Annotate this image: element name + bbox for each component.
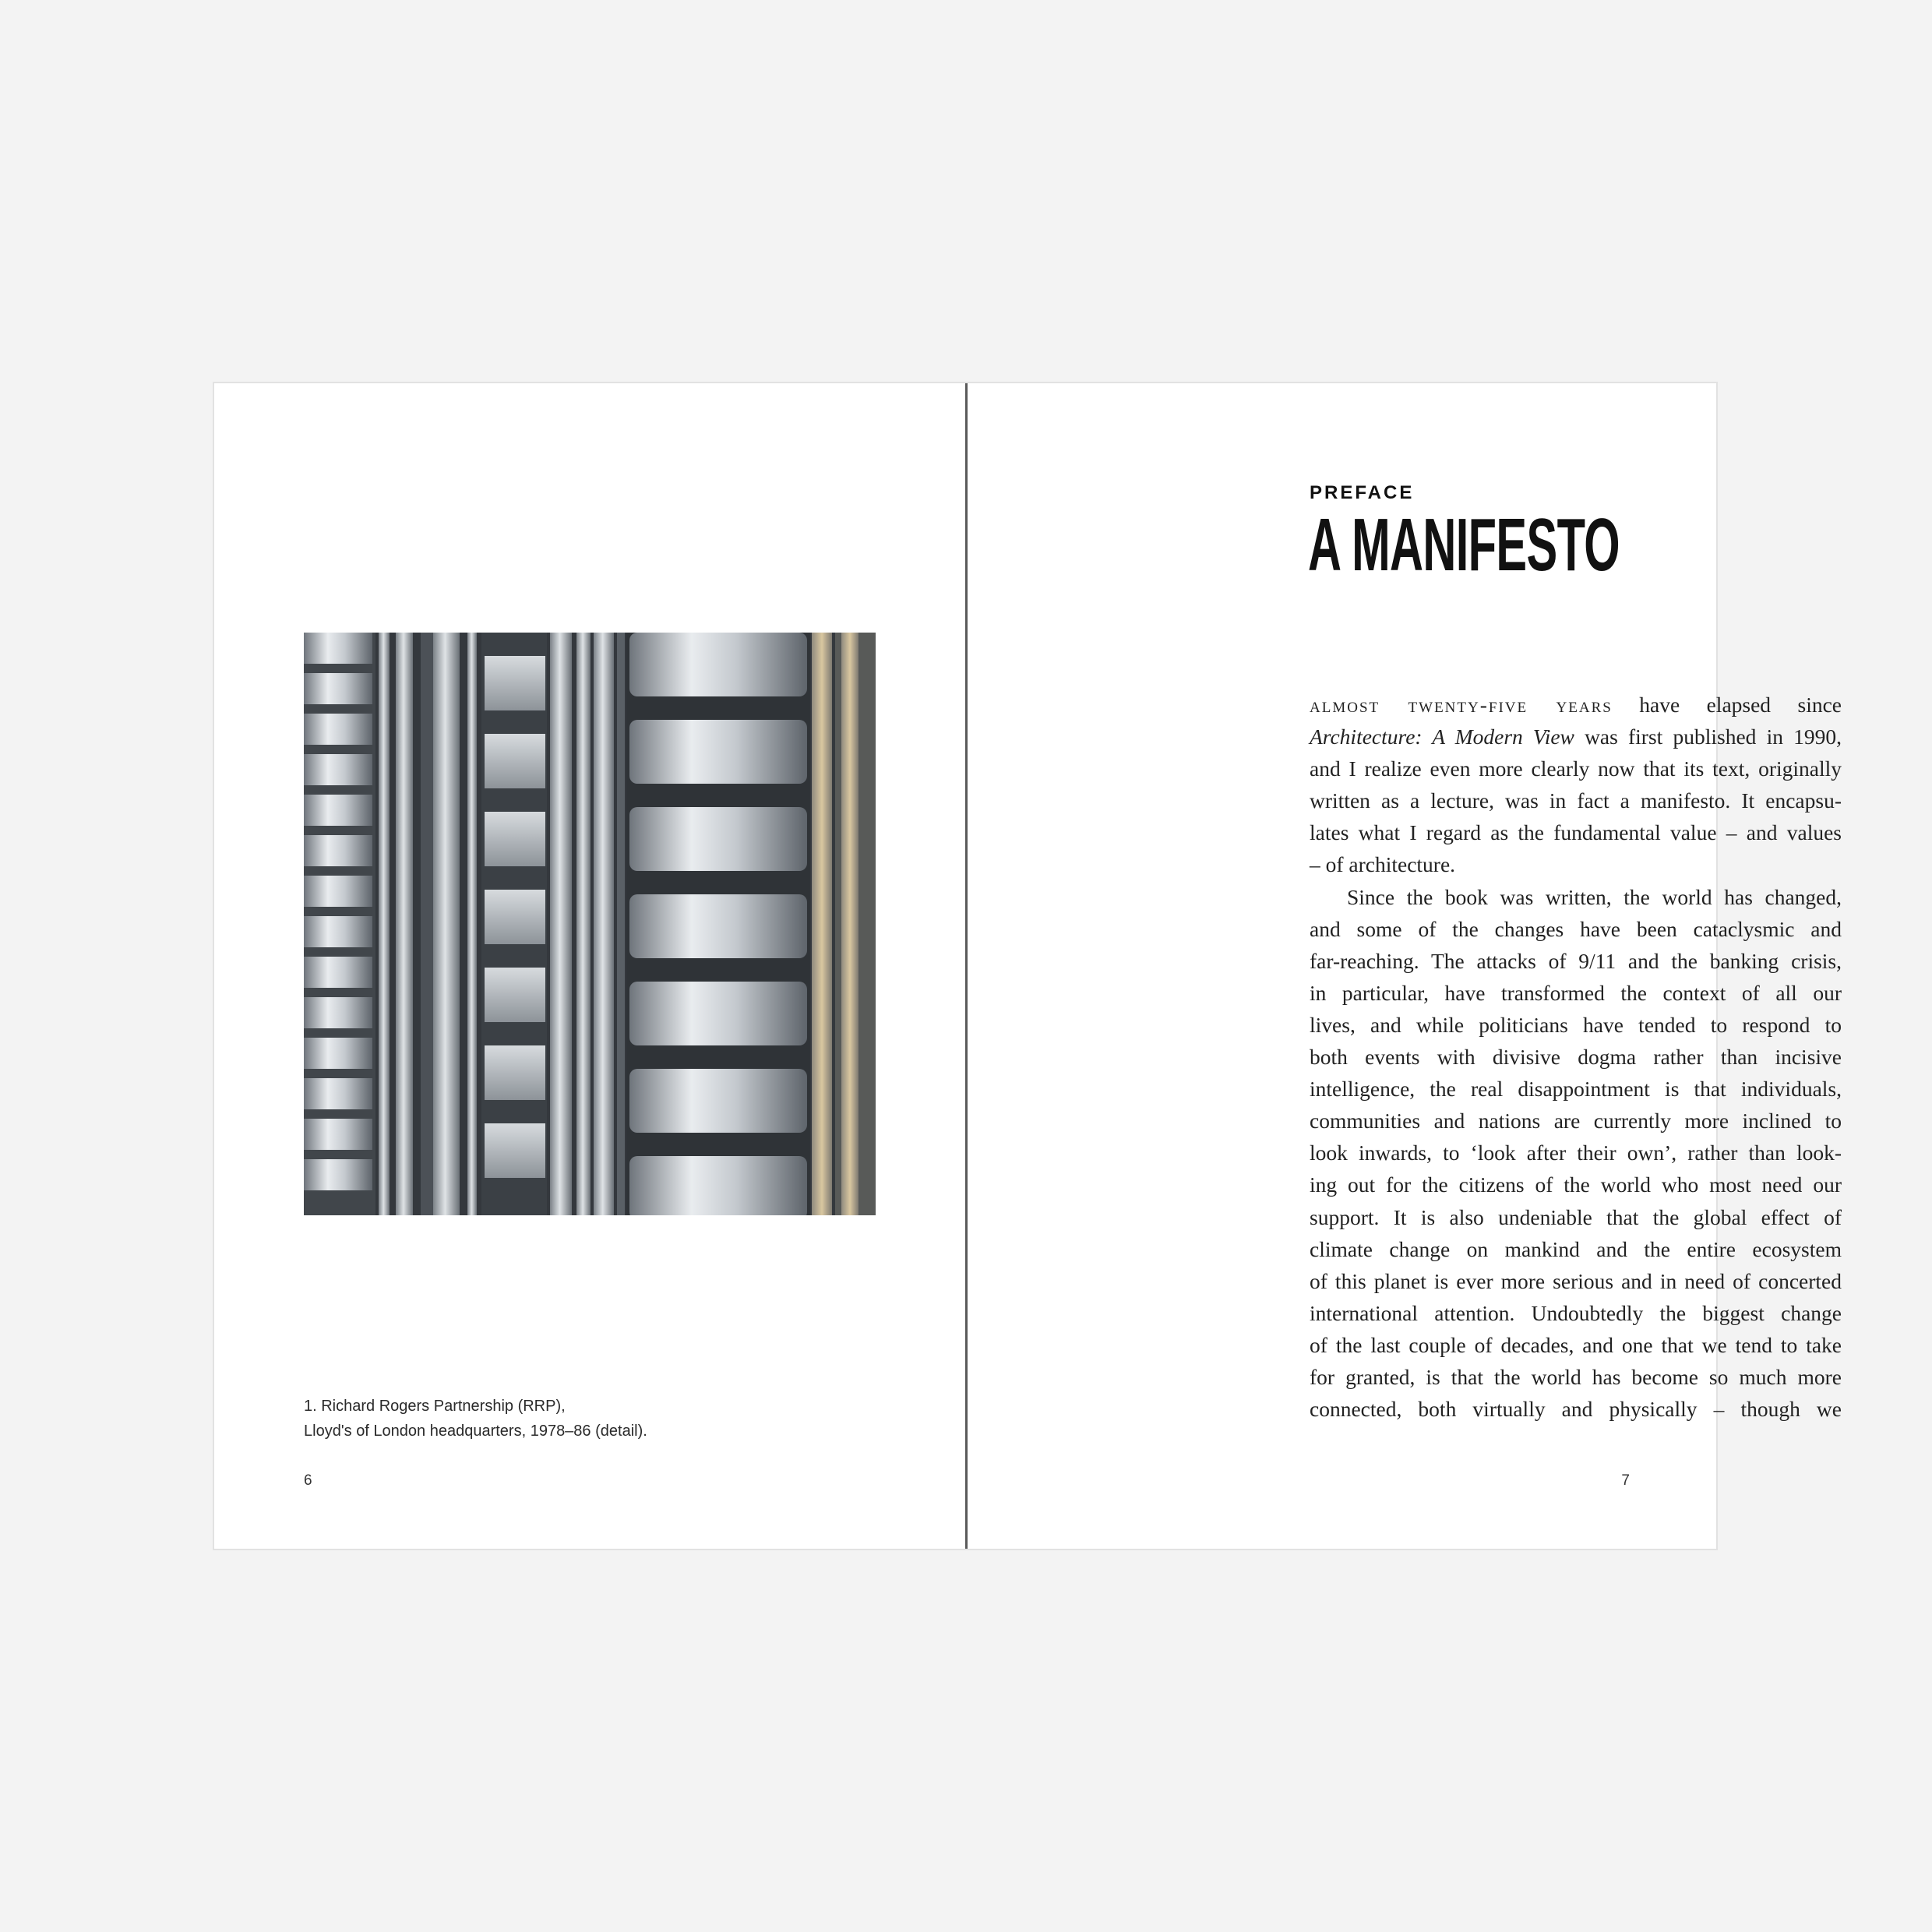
body-text (1310, 689, 1842, 1425)
lead-in-small-caps: almost twenty-five years (1310, 693, 1613, 717)
body-line: Architecture: A Modern View was first published in 1990, (1310, 724, 1842, 749)
body-line: of this planet is ever more serious and in need of concerted (1310, 1268, 1842, 1293)
body-line: written as a lecture, was in fact a manifesto. It encapsu- (1310, 788, 1842, 813)
lloyds-building-image (304, 633, 876, 1215)
body-line: climate change on mankind and the entire ecosystem (1310, 1236, 1842, 1261)
body-line: look inwards, to ‘look after their own’, rather than look- (1310, 1141, 1842, 1165)
section-kicker: PREFACE (1310, 482, 1415, 503)
body-line: – of architecture. (1310, 852, 1456, 877)
building-photo (304, 633, 876, 1215)
page-number-left: 6 (304, 1472, 312, 1489)
chapter-title: A MANIFESTO (1308, 503, 1620, 587)
body-line: and some of the changes have been cataclysmic and (1310, 916, 1842, 941)
body-line: communities and nations are currently more inclined to (1310, 1109, 1842, 1133)
body-line: of the last couple of decades, and one that we tend to take (1310, 1332, 1842, 1357)
body-line: ing out for the citizens of the world who most need our (1310, 1172, 1842, 1197)
left-page (214, 383, 967, 1549)
figure-caption (304, 1394, 647, 1444)
body-line: international attention. Undoubtedly the biggest change (1310, 1300, 1842, 1325)
book-spread (213, 382, 1842, 1550)
body-line: in particular, have transformed the context of all our (1310, 980, 1842, 1005)
body-line: for granted, is that the world has become so much more (1310, 1364, 1842, 1389)
body-line: far-reaching. The attacks of 9/11 and the banking crisis, (1310, 948, 1842, 973)
body-line: lives, and while politicians have tended to respond to (1310, 1012, 1842, 1037)
caption-line-2: Lloyd's of London headquarters, 1978–86 (detail). (304, 1423, 647, 1440)
caption-line-1: 1. Richard Rogers Partnership (RRP), (304, 1398, 566, 1415)
body-line: support. It is also undeniable that the global effect of (1310, 1204, 1842, 1229)
body-line: connected, both virtually and physically – though we (1310, 1397, 1842, 1422)
body-line: Since the book was written, the world has changed, (1347, 884, 1842, 909)
body-line: intelligence, the real disappointment is that individuals, (1310, 1077, 1842, 1102)
body-line: almost twenty-five years have elapsed since (1310, 693, 1842, 717)
book-title: Architecture: A Modern View (1310, 724, 1574, 749)
body-line: both events with divisive dogma rather than incisive (1310, 1045, 1842, 1070)
right-page (967, 383, 1842, 1549)
body-line: and I realize even more clearly now that its text, originally (1310, 756, 1842, 781)
page-number-right: 7 (1621, 1472, 1630, 1489)
body-line: lates what I regard as the fundamental value – and values (1310, 820, 1842, 845)
